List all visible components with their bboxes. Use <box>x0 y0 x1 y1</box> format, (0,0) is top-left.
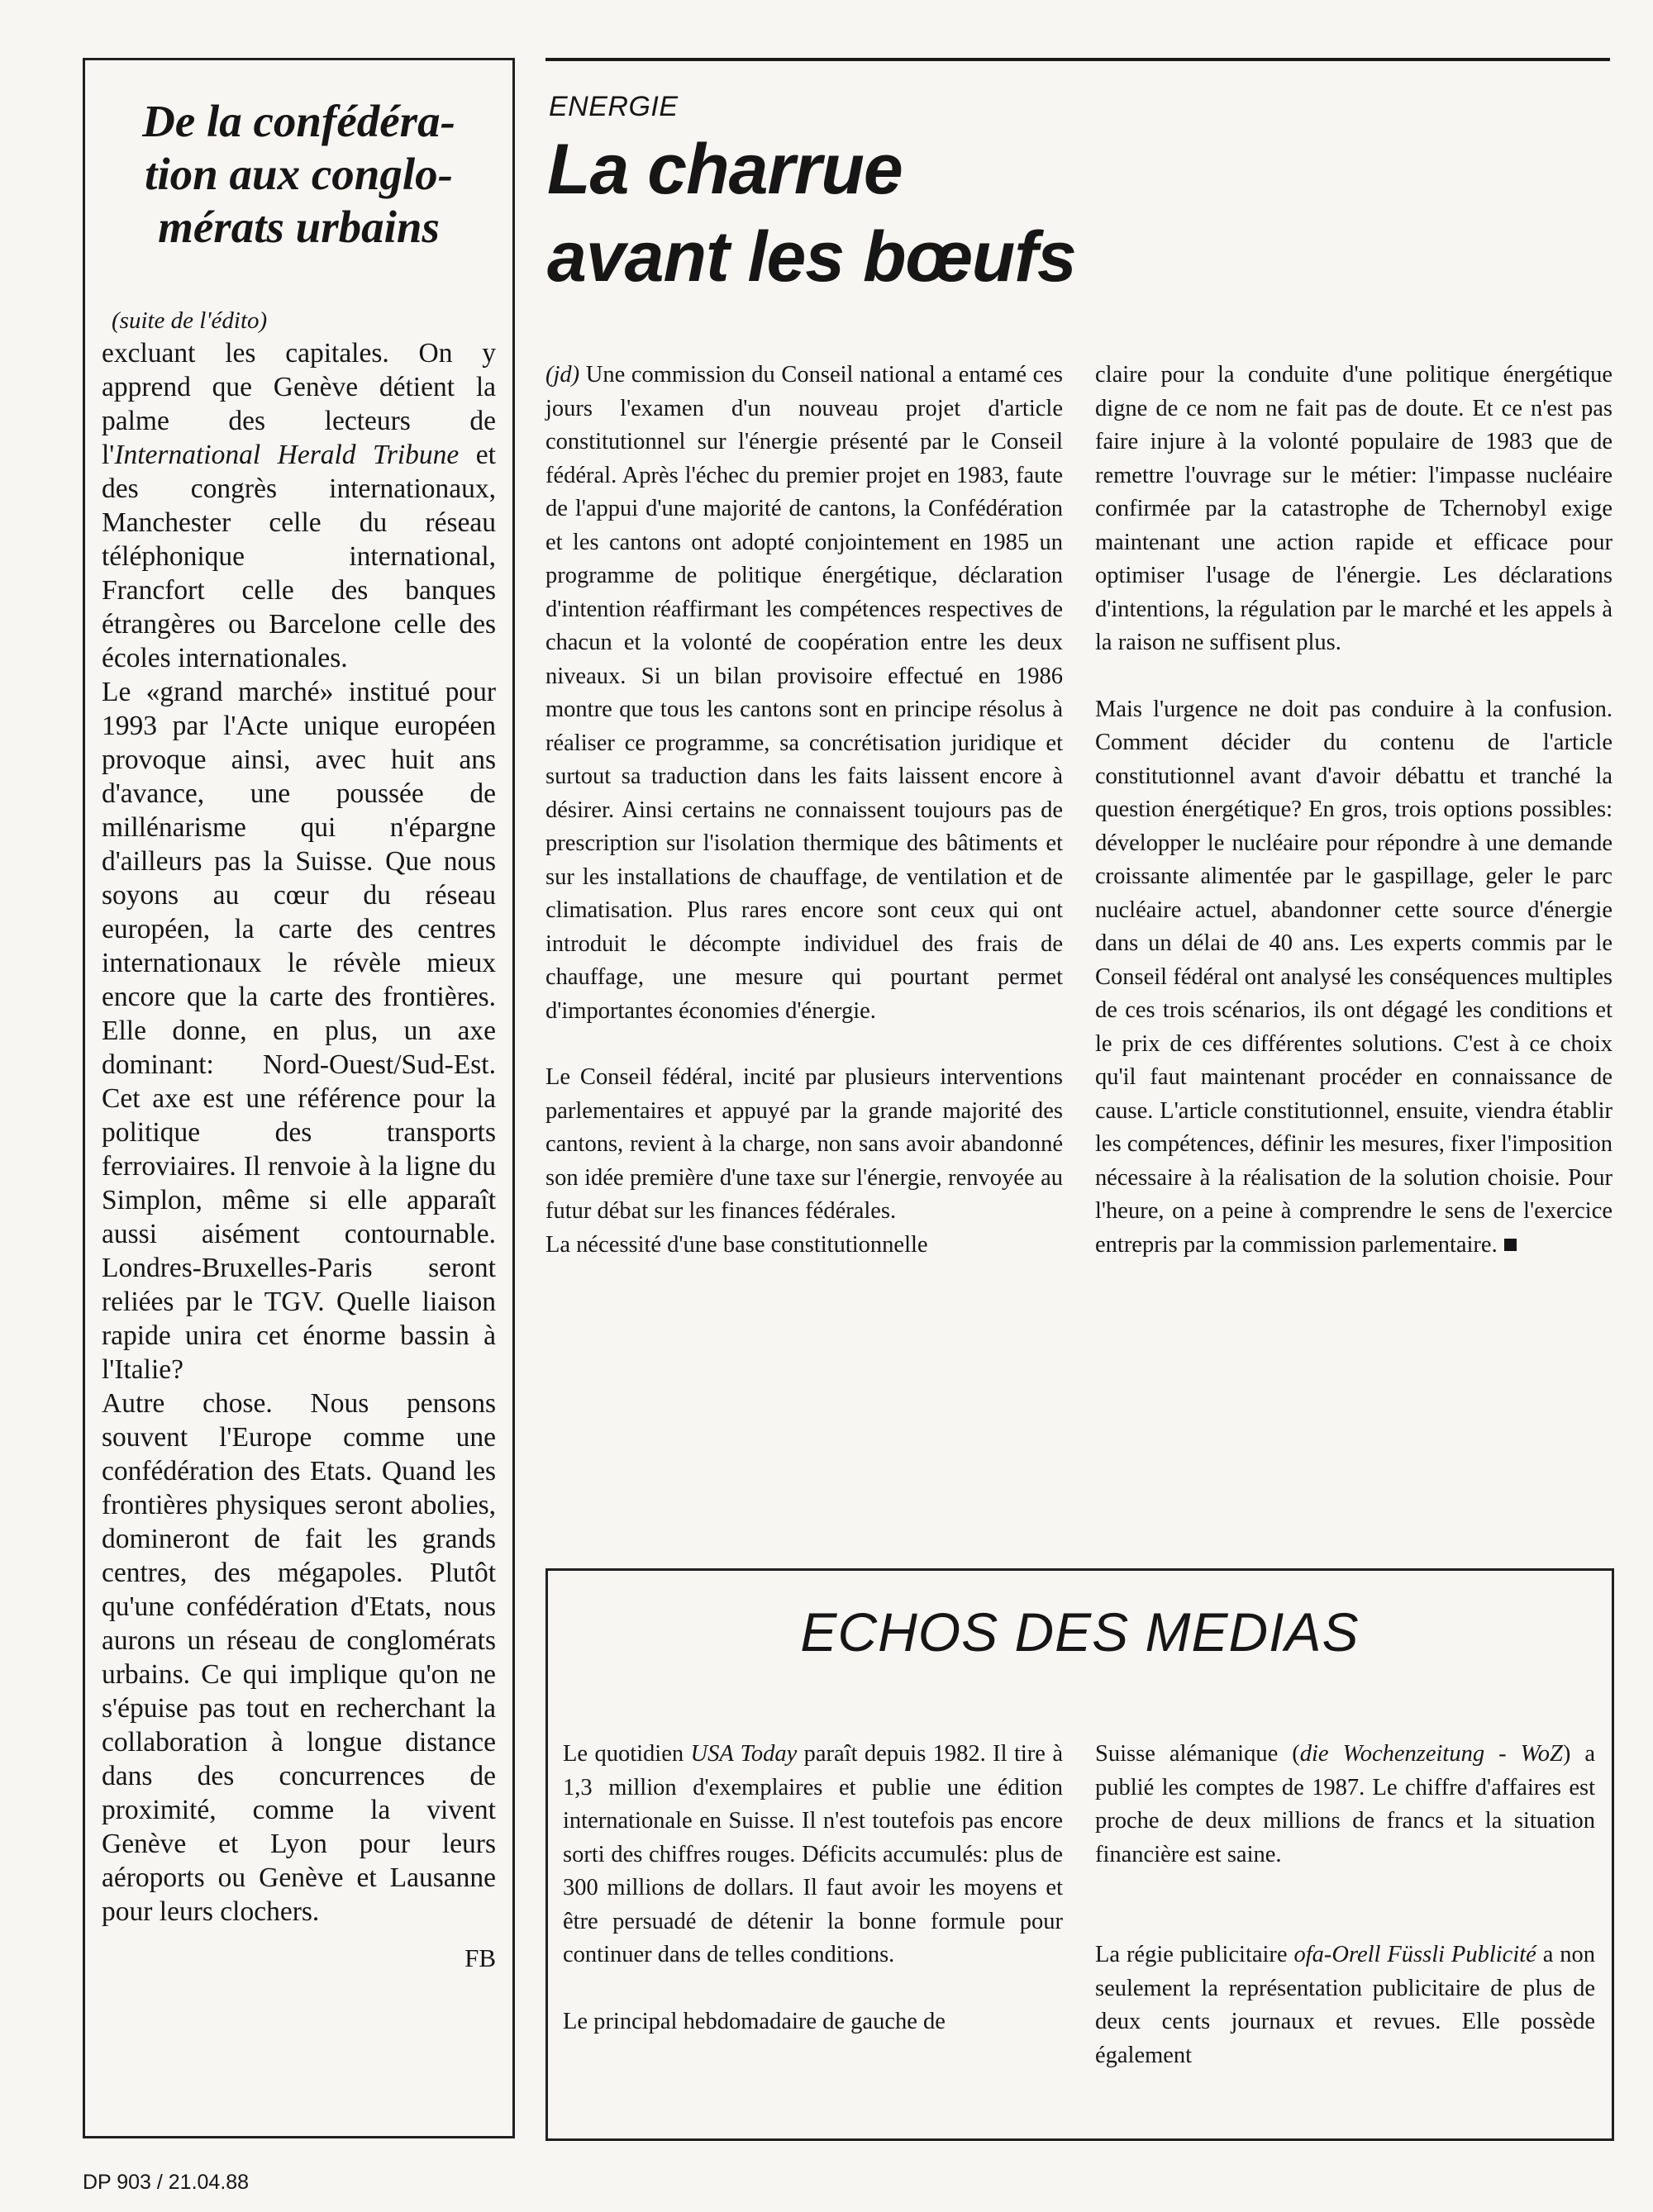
echos-p1-italic: USA Today <box>690 1741 798 1767</box>
sidebar-paragraph-1 <box>102 336 496 675</box>
sidebar-paragraph-2: Le «grand marché» institué pour 1993 par l'Acte unique européen provoque ainsi, avec huit ans d'avance, une poussée de millénarisme qui n'épargne d'ailleurs pas la Suisse. Que nous soyons au cœur du réseau européen, la carte des centres internationaux le révèle mieux encore que la carte des frontières. Elle donne, en plus, un axe dominant: Nord-Ouest/Sud-Est. Cet axe est une référence pour la politique des transports ferroviaires. Il renvoie à la ligne du Simplon, même si elle apparaît aussi aisément contournable. Londres-Bruxelles-Paris seront reliées par le TGV. Quelle liaison rapide unira cet énorme bassin à l'Italie? <box>102 677 496 1385</box>
echos-title: ECHOS DES MEDIAS <box>800 1601 1360 1663</box>
echos-column-right <box>1095 1738 1595 2105</box>
article-p1-text: Une commission du Conseil national a entamé ces jours l'examen d'un nouveau projet d'article constitutionnel sur l'énergie présenté par le Conseil fédéral. Après l'échec du premier projet en 1983, faute de l'appui d'une majorité de cantons, la Confédération et les cantons ont adopté conjointement en 1985 un programme de politique énergétique, déclaration d'intention réaffirmant les compétences respectives de chacun et la volonté de coopération entre les deux niveaux. Si un bilan provisoire effectué en 1986 montre que tous les cantons sont en principe résolus à réaliser ce programme, sa concrétisation juridique et surtout sa traduction dans les faits laissent encore à désirer. Ainsi certains ne connaissent toujours pas de prescription sur l'isolation thermique des bâtiments et sur les installations de chauffage, de ventilation et de climatisation. Plus rares encore sont ceux qui ont introduit le décompte individuel des frais de chauffage, une mesure qui pourtant permet d'importantes économies d'énergie. <box>545 362 1063 1024</box>
end-mark-icon <box>1504 1239 1517 1251</box>
article-paragraph-2: Le Conseil fédéral, incité par plusieurs interventions parlementaires et appuyé par la grande majorité des cantons, revient à la charge, non sans avoir abandonné son idée première d'une taxe sur l'énergie, renvoyée au futur débat sur les finances fédérales. <box>545 1064 1063 1224</box>
echos-paragraph-3 <box>1095 1738 1595 1872</box>
headline-line-2: avant les bœufs <box>547 217 1076 297</box>
echos-des-medias-box <box>545 1568 1614 2141</box>
page-footer-issue: DP 903 / 21.04.88 <box>83 2171 250 2194</box>
sidebar-subhead: (suite de l'édito) <box>112 307 268 334</box>
echos-column-left <box>563 1738 1063 2072</box>
article-paragraph-5 <box>1095 693 1613 1263</box>
article-p5-text: Mais l'urgence ne doit pas conduire à la confusion. Comment décider du contenu de l'article constitutionnel avant d'avoir débattu et tranché la question énergétique? En gros, trois options possibles: développer le nucléaire pour répondre à une demande croissante alimentée par le gaspillage, geler le parc nucléaire actuel, abandonner cette source d'énergie dans un délai de 40 ans. Les experts commis par le Conseil fédéral ont analysé les conséquences multiples de ces trois scénarios, ils ont dégagé les conditions et le prix de ces différentes solutions. C'est à ce choix qu'il faut maintenant procéder en connaissance de cause. L'article constitutionnel, ensuite, viendra établir les compétences, définir les mesures, fixer l'imposition nécessaire à la réalisation de la solution choisie. Pour l'heure, on a peine à comprendre le sens de l'exercice entrepris par la commission parlementaire. <box>1095 696 1613 1258</box>
sidebar-title-line-2: tion aux conglo- <box>145 149 453 199</box>
headline-line-1: La charrue <box>547 130 903 209</box>
echos-p4-text-a: La régie publicitaire <box>1095 1942 1294 1967</box>
echos-p3-text-a: Suisse alémanique ( <box>1095 1741 1300 1767</box>
sidebar-p1-italic: International Herald Tribune <box>114 440 460 470</box>
echos-p1-text-b: paraît depuis 1982. Il tire à 1,3 million d'exemplaires et publie une édition internationale en Suisse. Il n'est toutefois pas encore sorti des chiffres rouges. Déficits accumulés: plus de 300 millions de dollars. Il faut avoir les moyens et être persuadé de détenir la bonne formule pour continuer dans de telles conditions. <box>563 1741 1063 1967</box>
sidebar-paragraph-3: Autre chose. Nous pensons souvent l'Europe comme une confédération des Etats. Quand les frontières physiques seront abolies, domineront de fait les grands centres, des mégapoles. Plutôt qu'une confédération d'Etats, nous aurons un réseau de conglomérats urbains. Ce qui implique qu'on ne s'épuise pas tout en recherchant la collaboration à longue distance dans des concurrences de proximité, comme la vivent Genève et Lyon pour leurs aéroports ou Genève et Lausanne pour leurs clochers. <box>102 1388 496 1927</box>
sidebar-title <box>102 95 496 254</box>
article-top-rule <box>545 58 1610 61</box>
article-headline <box>547 126 1076 301</box>
editorial-sidebar-box <box>83 58 515 2138</box>
echos-p4-italic: ofa-Orell Füssli Publicité <box>1293 1942 1536 1967</box>
sidebar-p1-text-a: excluant les capitales. On y apprend que Genève détient la palme des lecteurs de l' <box>102 338 496 470</box>
echos-p1-text-a: Le quotidien <box>563 1741 691 1767</box>
echos-paragraph-4 <box>1095 1938 1595 2072</box>
article-paragraph-1 <box>545 359 1063 1028</box>
echos-p3-italic: die Wochenzeitung - WoZ <box>1299 1741 1563 1767</box>
echos-p4-text-b: a non seulement la représentation publicitaire de plus de deux cents journaux et revues. Elle possède également <box>1095 1942 1595 2068</box>
echos-paragraph-2: Le principal hebdomadaire de gauche de <box>563 2008 946 2034</box>
sidebar-p1-text-b: et des congrès internationaux, Manchester celle du réseau téléphonique international, Francfort celle des banques étrangères ou Barcelone celle des écoles internationales. <box>102 440 496 673</box>
article-paragraph-4: claire pour la conduite d'une politique énergétique digne de ce nom ne fait pas de doute. Et ce n'est pas faire injure à la volonté populaire de 1983 que de remettre l'ouvrage sur le métier: l'impasse nucléaire confirmée par la catastrophe de Tchernobyl exige maintenant une action rapide et efficace pour optimiser l'usage de l'énergie. Les déclarations d'intentions, la régulation par le marché et les appels à la raison ne suffisent plus. <box>1095 362 1613 655</box>
sidebar-title-line-1: De la confédéra- <box>142 96 455 146</box>
sidebar-body <box>102 336 496 1929</box>
article-column-right <box>1095 359 1613 1262</box>
author-initials: (jd) <box>545 362 580 388</box>
echos-p3-text-b: ) a publié les comptes de 1987. Le chiffre d'affaires est proche de deux millions de francs et la situation financière est saine. <box>1095 1741 1595 1867</box>
sidebar-title-line-3: mérats urbains <box>158 202 440 252</box>
echos-paragraph-1 <box>563 1738 1063 1972</box>
article-paragraph-3: La nécessité d'une base constitutionnelle <box>545 1231 928 1258</box>
sidebar-signature: FB <box>464 1943 496 1972</box>
article-column-left <box>545 359 1063 1262</box>
article-kicker: ENERGIE <box>549 91 679 122</box>
